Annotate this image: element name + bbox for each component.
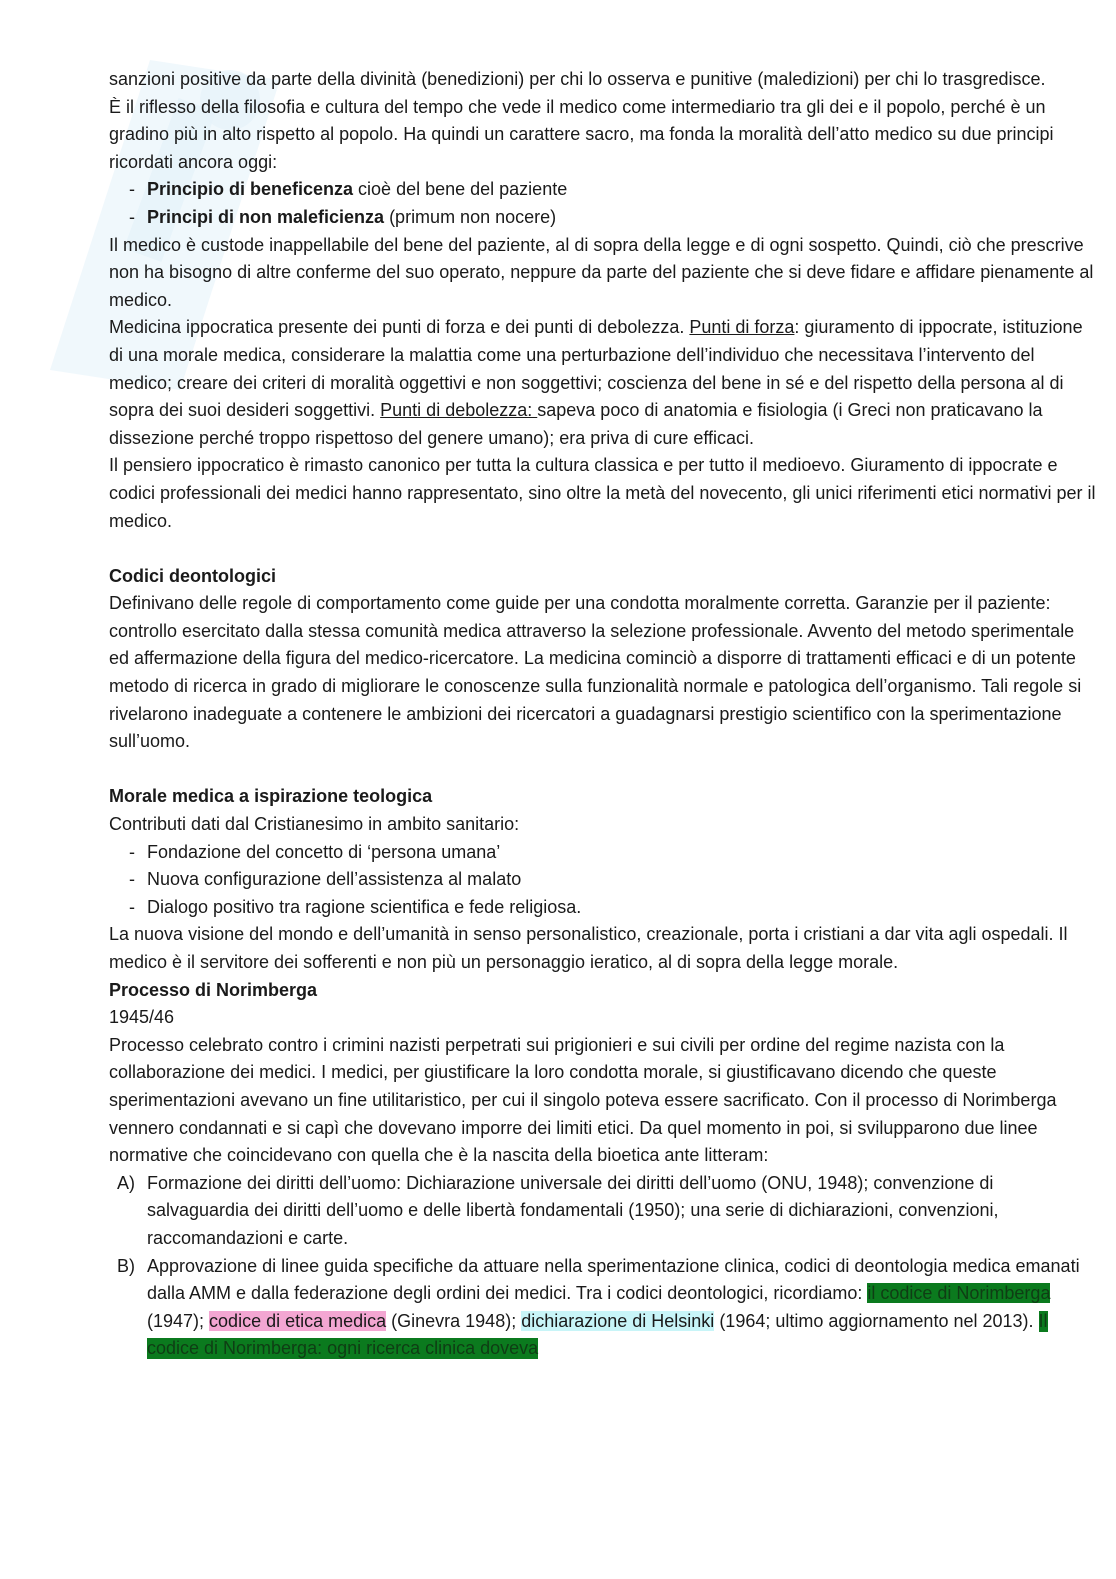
norimberga-paragraph: Processo celebrato contro i crimini nazisti perpetrati sui prigionieri e sui civili per ordine del regime nazista con la collaborazione dei medici. I medici, per giustificare la loro condotta morale, si giustificavano dicendo che queste sperimentazioni avevano un fine utilitaristico, per cui il singolo poteva essere sacrificato. Con il processo di Norimberga vennero condannati e si capì che dovevano imporre dei limiti etici. Da quel momento in poi, si svilupparono due linee normative che coincidevano con quella che è la nascita della bioetica ante litteram: — [109, 1034, 1057, 1166]
highlight-norimberga-rule: Il codice di Norimberga: ogni ricerca clinica doveva — [147, 1310, 1048, 1359]
section-heading-codici: Codici deontologici — [109, 565, 276, 586]
intro-paragraph-5: Il pensiero ippocratico è rimasto canonico per tutta la cultura classica e per tutto il medioevo. Giuramento di ippocrate e codici professionali dei medici hanno rappresentato, sino oltre la metà del novecento, gli unici riferimenti etici normativi per il medico. — [109, 455, 1096, 531]
strengths-label: Punti di forza — [689, 317, 795, 338]
p4-text-c: sapeva poco di anatomia e fisiologia (i Greci non praticavano la dissezione perché troppo rispettoso del genere umano); era priva di cure efficaci. — [109, 400, 1043, 448]
intro-paragraph-1: sanzioni positive da parte della divinità (benedizioni) per chi lo osserva e punitive (maledizioni) per chi lo trasgredisce. — [109, 69, 1046, 89]
item-a-text: Formazione dei diritti dell’uomo: Dichiarazione universale dei diritti dell’uomo (ONU, 1948); convenzione di salvaguardia dei diritti dell’uomo e delle libertà fondamentali (1950); una serie di dichiarazioni, convenzioni, raccomandazioni e carte. — [147, 1172, 999, 1248]
highlight-codice-norimberga: il codice di Norimberga — [867, 1283, 1051, 1304]
list-item — [109, 176, 1099, 204]
codici-paragraph: Definivano delle regole di comportamento come guide per una condotta moralmente corretta. Garanzie per il paziente: controllo esercitato dalla stessa comunità medica attraverso la selezione professionale. Avvento del metodo sperimentale ed affermazione della figura del medico-ricercatore. La medicina cominciò a disporre di trattamenti efficaci e di un potente metodo di ricerca in grado di migliorare le conoscenze sulla funzionalità normale e patologica dell’organismo. Tali regole si rivelarono inadeguate a contenere le ambizioni dei ricercatori a guadagnarsi prestigio scientifico con la sperimentazione sull’uomo. — [109, 593, 1082, 752]
item-b-text-2: (1947); — [147, 1310, 210, 1331]
item-b-text-1: Approvazione di linee guida specifiche da attuare nella sperimentazione clinica, codici di deontologia medica emanati dalla AMM e dalla federazione degli ordini dei medici. Tra i codici deontologici, ricordiamo: — [147, 1255, 1080, 1304]
list-item-a — [109, 1170, 1099, 1253]
intro-paragraph-4 — [109, 314, 1099, 452]
list-item-b — [109, 1253, 1099, 1363]
normative-lines-list — [109, 1170, 1099, 1363]
intro-paragraph-3: Il medico è custode inappellabile del bene del paziente, al di sopra della legge e di ogni sospetto. Quindi, ciò che prescrive non ha bisogno di altre conferme del suo operato, neppure da parte del paziente che si deve fidare e affidare pienamente al medico. — [109, 234, 1094, 310]
highlight-helsinki: dichiarazione di Helsinki — [521, 1310, 715, 1331]
spacer — [109, 756, 1099, 784]
list-item: - Fondazione del concetto di ‘persona umana’ — [109, 839, 1099, 867]
section-heading-morale: Morale medica a ispirazione teologica — [109, 786, 433, 807]
principle-text: (primum non nocere) — [384, 206, 557, 227]
p4-text-a: Medicina ippocratica presente dei punti di forza e dei punti di debolezza. — [109, 317, 690, 338]
principle-name: Principio di beneficenza — [147, 179, 354, 200]
norimberga-date: 1945/46 — [109, 1007, 175, 1028]
principle-text: cioè del bene del paziente — [353, 179, 568, 200]
list-marker: A) — [117, 1172, 135, 1193]
p4-text-b: : giuramento di ippocrate, istituzione di una morale medica, considerare la malattia come una perturbazione dell’individuo che necessitava l’intervento del medico; creare dei criteri di moralità oggettivi e non soggettivi; coscienza del bene in sé e del rispetto della persona al di sopra dei suoi desideri soggettivi. — [109, 317, 1083, 421]
list-item — [109, 204, 1099, 232]
principles-list — [109, 176, 1099, 231]
list-item: - Nuova configurazione dell’assistenza al malato — [109, 866, 1099, 894]
item-b-text-3: (Ginevra 1948); — [386, 1310, 522, 1331]
intro-paragraph-2: È il riflesso della filosofia e cultura del tempo che vede il medico come intermediario tra gli dei e il popolo, perché è un gradino più in alto rispetto al popolo. Ha quindi un carattere sacro, ma fonda la moralità dell’atto medico su due principi ricordati ancora oggi: — [109, 96, 1054, 172]
section-heading-norimberga: Processo di Norimberga — [109, 979, 318, 1000]
principle-name: Principi di non maleficienza — [147, 206, 385, 227]
highlight-codice-etica: codice di etica medica — [209, 1310, 387, 1331]
spacer — [109, 535, 1099, 563]
weaknesses-label: Punti di debolezza: — [380, 400, 538, 421]
morale-paragraph: La nuova visione del mondo e dell’umanità in senso personalistico, creazionale, porta i cristiani a dar vita agli ospedali. Il medico è il servitore dei sofferenti e non più un personaggio ieratico, al di sopra della legge morale. — [109, 924, 1068, 972]
item-b-text-4: (1964; ultimo aggiornamento nel 2013). — [714, 1310, 1039, 1331]
document-body — [109, 66, 1099, 1363]
morale-intro: Contributi dati dal Cristianesimo in ambito sanitario: — [109, 814, 520, 835]
contributions-list — [109, 839, 1099, 922]
list-marker: B) — [117, 1255, 135, 1276]
list-item: - Dialogo positivo tra ragione scientifica e fede religiosa. — [109, 894, 1099, 922]
